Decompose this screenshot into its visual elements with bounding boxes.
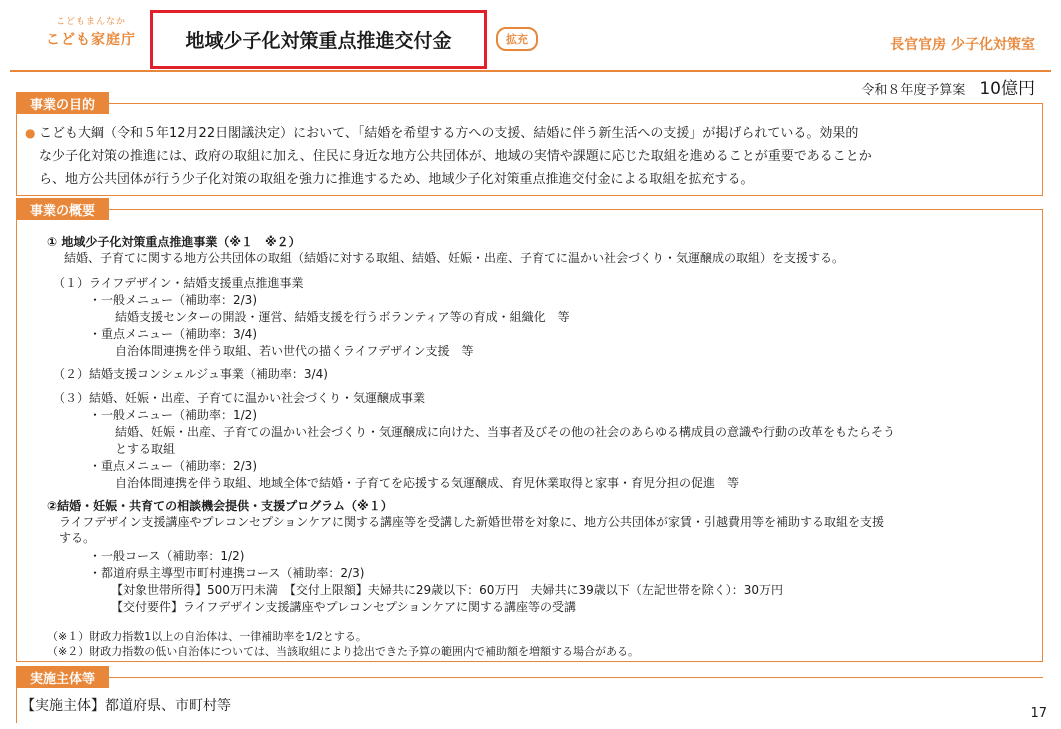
item-3-title: （３）結婚、妊娠・出産、子育てに温かい社会づくり・気運醸成事業	[53, 391, 426, 405]
item-1-title: （１）ライフデザイン・結婚支援重点推進事業	[53, 276, 304, 290]
item-2-title: （２）結婚支援コンシェルジュ事業（補助率：3/4)	[53, 367, 328, 381]
course-detail: 【交付要件】ライフデザイン支援講座やプレコンセプションケアに関する講座等の受講	[111, 600, 577, 614]
logo-name: こども家庭庁	[46, 32, 136, 48]
implementer-heading: 実施主体等	[16, 666, 109, 688]
program-1-title: ① 地域少子化対策重点推進事業（※１ ※２）	[47, 235, 301, 249]
expansion-badge: 拡充	[496, 27, 538, 51]
logo-tagline: こどもまんなか	[55, 17, 126, 27]
program-1-desc: 結婚、子育てに関する地方公共団体の取組（結婚に対する取組、結婚、妊娠・出産、子育てに温かい社会づくり・気運醸成の取組）を支援する。	[64, 251, 845, 265]
course-item: ・都道府県主導型市町村連携コース（補助率：2/3)	[89, 566, 365, 580]
footnote-1: （※１）財政力指数1以上の自治体は、一律補助率を1/2とする。	[47, 630, 367, 643]
department-label: 長官官房 少子化対策室	[890, 37, 1035, 53]
course-detail: 【対象世帯所得】500万円未満 【交付上限額】夫婦共に29歳以下：60万円 夫婦共に39歳以下（左記世帯を除く）：30万円	[111, 583, 783, 597]
program-2-desc-continued: する。	[59, 531, 96, 545]
purpose-line: こども大綱（令和５年12月22日閣議決定）において、「結婚を希望する方への支援、結婚に伴う新生活への支援」が掲げられている。効果的	[39, 126, 859, 141]
course-item: ・一般コース（補助率：1/2)	[89, 549, 245, 563]
budget-value: 10億円	[979, 79, 1035, 99]
purpose-line: ら、地方公共団体が行う少子化対策の取組を強力に推進するため、地域少子化対策重点推進交付金による取組を拡充する。	[39, 172, 754, 187]
page-title: 地域少子化対策重点推進交付金	[185, 30, 452, 52]
overview-panel	[16, 203, 1043, 662]
header-divider	[10, 70, 1051, 72]
menu-item: ・重点メニュー（補助率：2/3)	[89, 459, 257, 473]
menu-item: ・重点メニュー（補助率：3/4)	[89, 327, 257, 341]
logo	[36, 14, 146, 49]
menu-desc: 結婚、妊娠・出産、子育ての温かい社会づくり・気運醸成に向けた、当事者及びその他の社会のあらゆる構成員の意識や行動の改革をもたらそう	[115, 425, 896, 439]
purpose-line: な少子化対策の推進には、政府の取組に加え、住民に身近な地方公共団体が、地域の実情や課題に応じた取組を進めることが重要であることか	[39, 149, 872, 164]
overview-heading: 事業の概要	[16, 198, 109, 220]
footnote-2: （※２）財政力指数の低い自治体については、当該取組により捻出できた予算の範囲内で補助額を増額する場合がある。	[47, 645, 639, 658]
menu-item: ・一般メニュー（補助率：2/3)	[89, 293, 257, 307]
bullet-icon: ●	[25, 126, 36, 140]
budget-label: 令和８年度予算案	[861, 83, 966, 98]
page-number: 17	[1030, 706, 1047, 721]
purpose-heading: 事業の目的	[16, 92, 109, 114]
implementer-panel	[16, 671, 1043, 723]
menu-desc: 結婚支援センターの開設・運営、結婚支援を行うボランティア等の育成・組織化 等	[115, 310, 570, 324]
implementer-text: 【実施主体】都道府県、市町村等	[21, 698, 231, 714]
menu-desc: 自治体間連携を伴う取組、地域全体で結婚・子育てを応援する気運醸成、育児休業取得と家事・育児分担の促進 等	[115, 476, 740, 490]
program-2-desc: ライフデザイン支援講座やプレコンセプションケアに関する講座等を受講した新婚世帯を対象に、地方公共団体が家賃・引越費用等を補助する取組を支援	[59, 515, 885, 529]
purpose-panel	[16, 97, 1043, 196]
menu-desc: 自治体間連携を伴う取組、若い世代の描くライフデザイン支援 等	[115, 344, 474, 358]
budget-info	[861, 74, 1035, 99]
purpose-body	[25, 122, 1022, 191]
page-title-box	[150, 10, 487, 69]
menu-item: ・一般メニュー（補助率：1/2)	[89, 408, 257, 422]
program-2-title: ②結婚・妊娠・共育ての相談機会提供・支援プログラム（※１）	[47, 499, 393, 513]
menu-desc-continued: とする取組	[115, 442, 176, 456]
